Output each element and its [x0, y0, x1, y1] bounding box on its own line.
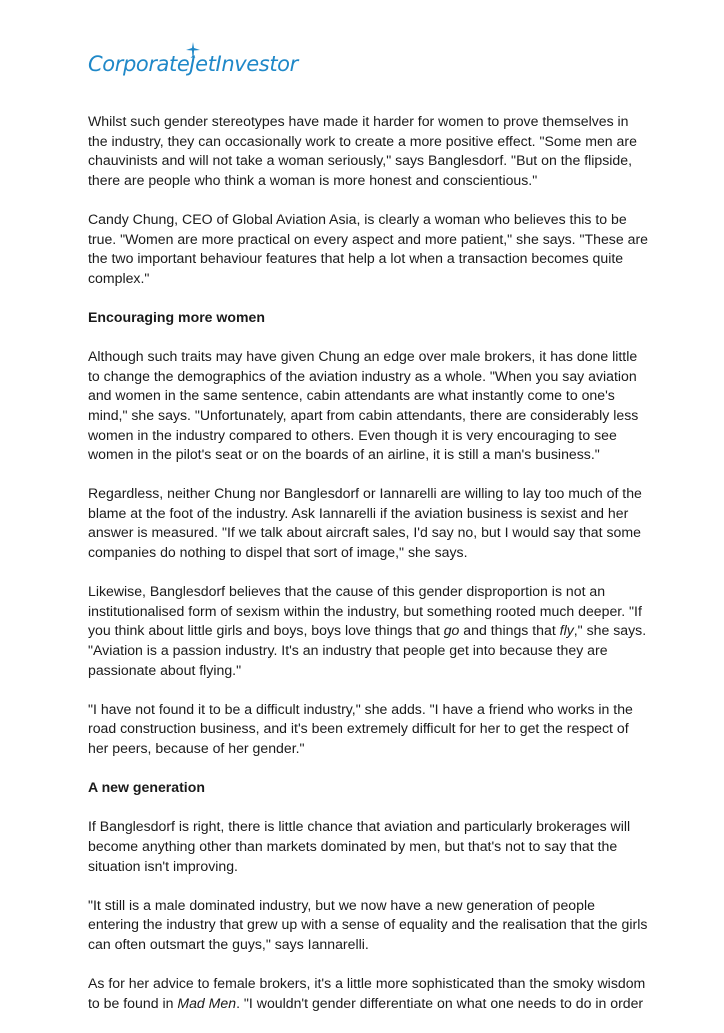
text-segment: Likewise, Banglesdorf believes that the cause of this gender disproportion is not an institutionalised form of sexism within the industry, but something rooted much deeper. "If you think about little girls and boys, boys love things that [88, 583, 642, 639]
logo-text-corporate: Corporate [88, 52, 190, 76]
text-segment: As for her advice to female brokers, it's a little more sophisticated than the smoky wisdom to be found in [88, 975, 646, 1011]
emphasis-mad-men: Mad Men [177, 994, 237, 1011]
paragraph-difficult-industry: "I have not found it to be a difficult industry," she adds. "I have a friend who works in the road construction business, and it's been extremely difficult for her to get the respect of her peers, because of her gender." [88, 700, 633, 756]
article-body [88, 112, 648, 1033]
logo-text-jet: Jet [189, 52, 216, 76]
text-segment: ," she says. "Aviation is a passion industry. It's an industry that people get into because they are passionate about flying." [88, 622, 647, 678]
logo-text-investor: Investor [215, 52, 298, 76]
paragraph-demographics: Although such traits may have given Chung an edge over male brokers, it has done little to change the demographics of the aviation industry as a whole. "When you say aviation and women in the same sentence, cabin attendants are what instantly come to one's mind," she says. "Unfortunately, apart from cabin attendants, there are considerably less women in the industry compared to others. Even though it is very encouraging to see women in the pilot's seat or on the boards of an airline, it is still a man's business." [88, 348, 639, 463]
text-segment: and things that [459, 622, 560, 639]
heading-a-new-generation: A new generation [88, 779, 205, 796]
paragraph-passion-industry [88, 582, 648, 680]
paragraph-markets-dominated: If Banglesdorf is right, there is little chance that aviation and particularly brokerages will become anything other than markets dominated by men, but that's not to say that the situation isn't improving. [88, 818, 631, 874]
paragraph-new-generation-quote: "It still is a male dominated industry, but we now have a new generation of people entering the industry that grew up with a sense of equality and the realisation that the girls can often outsmart the guys," says Iannarelli. [88, 896, 648, 952]
logo-text-jet-wrap [189, 52, 215, 76]
corporate-jet-investor-logo [88, 44, 298, 84]
paragraph-blame: Regardless, neither Chung nor Banglesdorf or Iannarelli are willing to lay too much of the blame at the foot of the industry. Ask Iannarelli if the aviation business is sexist and her answer is measured. "If we talk about aircraft sales, I'd say no, but I would say that some companies do nothing to dispel that sort of image," she says. [88, 485, 642, 561]
paragraph-candy-chung: Candy Chung, CEO of Global Aviation Asia, is clearly a woman who believes this to be true. "Women are more practical on every aspect and more patient," she says. "These are the two important behaviour features that help a lot when a transaction becomes quite complex." [88, 210, 648, 286]
emphasis-fly: fly [559, 622, 574, 639]
heading-encouraging-more-women: Encouraging more women [88, 308, 265, 325]
airplane-icon [186, 42, 200, 60]
text-segment: . "I wouldn't gender differentiate on what one needs to do in order [236, 994, 644, 1011]
emphasis-go: go [443, 622, 460, 639]
paragraph-advice [88, 974, 648, 1013]
paragraph-gender-stereotypes: Whilst such gender stereotypes have made it harder for women to prove themselves in the industry, they can occasionally work to create a more positive effect. "Some men are chauvinists and will not take a woman seriously," says Banglesdorf. "But on the flipside, there are people who think a woman is more honest and conscientious." [88, 113, 637, 188]
